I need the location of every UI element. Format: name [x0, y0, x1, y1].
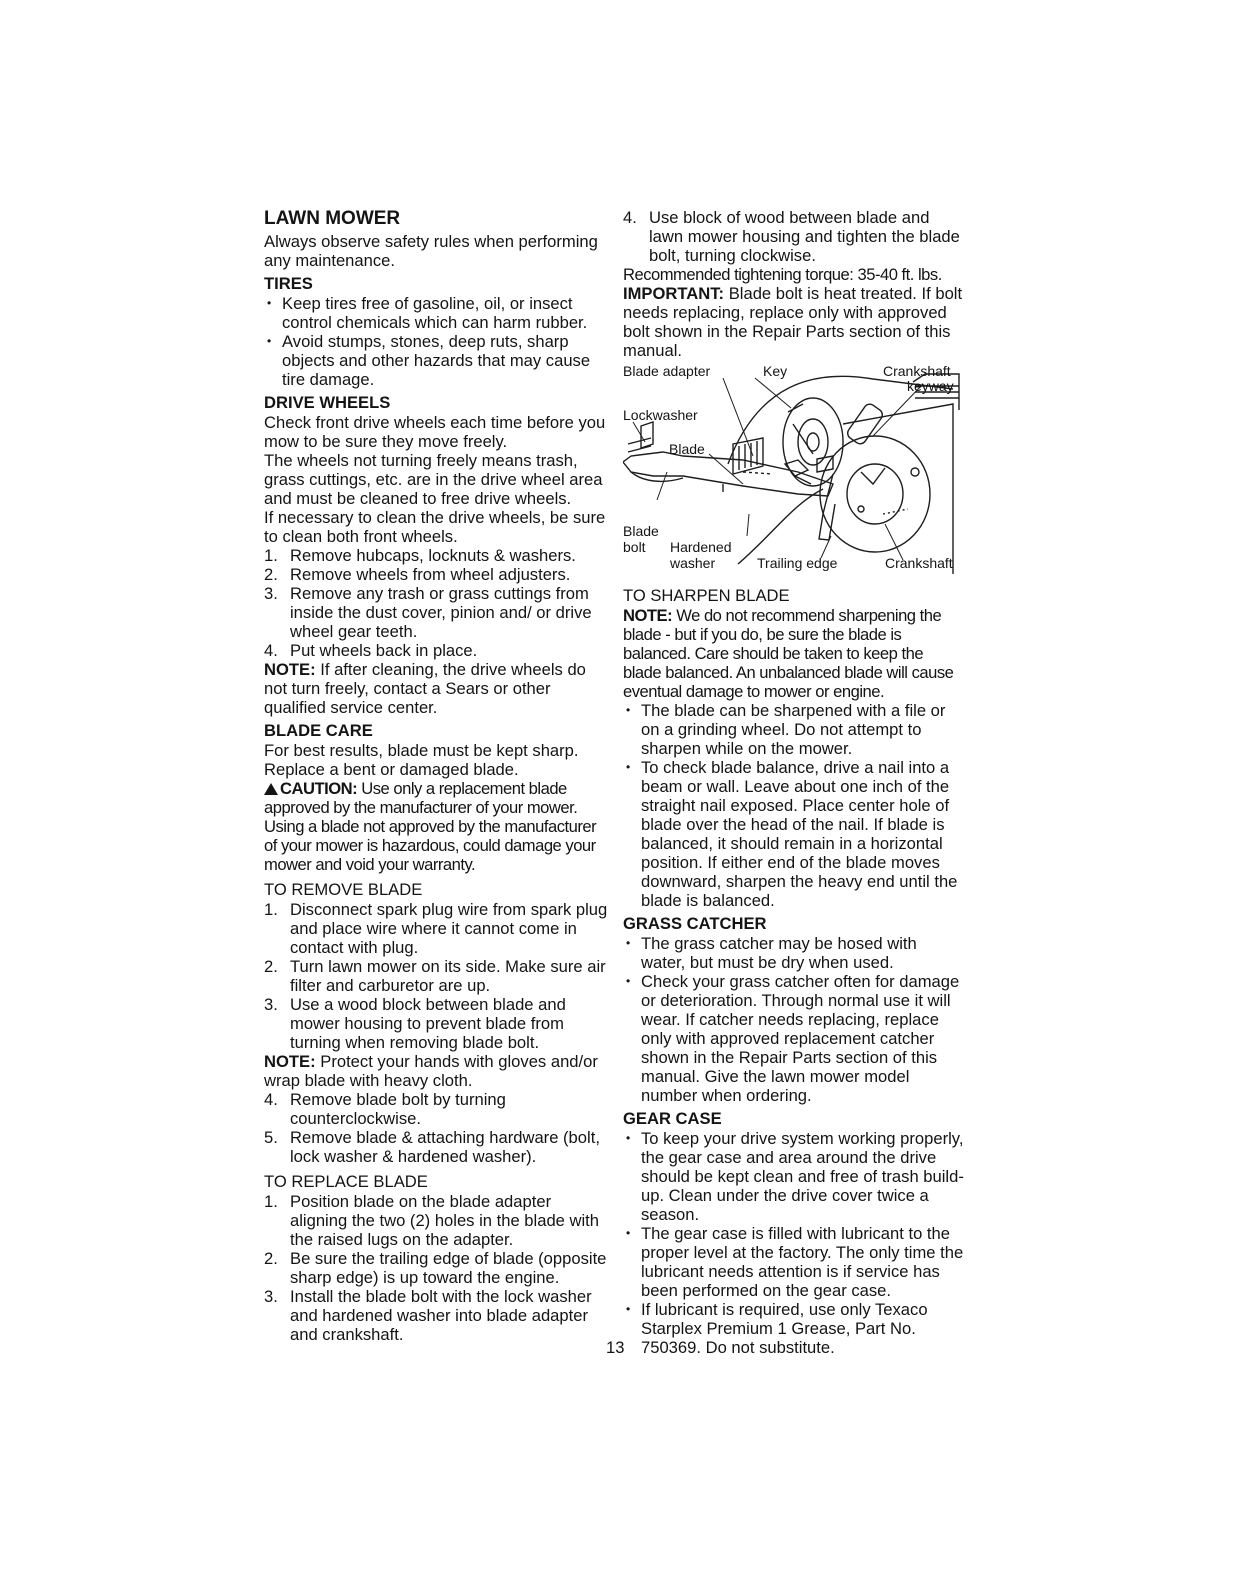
right-column	[623, 208, 965, 1357]
heading-drive-wheels: DRIVE WHEELS	[264, 393, 391, 412]
step-text: Remove hubcaps, locknuts & washers.	[290, 546, 576, 565]
list-item	[264, 1192, 608, 1249]
sharpen-note	[623, 606, 965, 701]
step-number: 2.	[264, 1249, 278, 1268]
step-text: Use block of wood between blade and lawn mower housing and tighten the blade bolt, turning clockwise.	[649, 208, 960, 265]
label-trailing-edge: Trailing edge	[757, 555, 838, 571]
label-crankshaft-keyway-line2: keyway	[907, 378, 954, 394]
list-item: • The blade can be sharpened with a file or on a grinding wheel. Do not attempt to sharpen while on the mower.	[623, 701, 965, 758]
label-hardened-washer-line1: Hardened	[670, 539, 732, 555]
list-item	[264, 900, 608, 957]
label-crankshaft-keyway-line1: Crankshaft	[883, 363, 951, 379]
list-item: • The gear case is filled with lubricant to the proper level at the factory. The only time the lubricant needs attention is if service has been performed on the gear case.	[623, 1224, 965, 1300]
gear-case-list	[623, 1129, 965, 1357]
step-text: Use a wood block between blade and mower housing to prevent blade from turning when removing blade bolt.	[290, 995, 566, 1052]
heading-remove-blade: TO REMOVE BLADE	[264, 880, 423, 899]
page-number: 13	[606, 1338, 625, 1357]
tires-list	[264, 294, 608, 389]
note-text: We do not recommend sharpening the blade - but if you do, be sure the blade is balanced. Care should be taken to keep the blade balanced. An unbalanced blade will cause eventual damage to mower or engine.	[623, 606, 954, 701]
label-blade-adapter: Blade adapter	[623, 363, 711, 379]
step-number: 4.	[264, 641, 278, 660]
drive-wheels-para-3: If necessary to clean the drive wheels, be sure to clean both front wheels.	[264, 508, 606, 546]
label-hardened-washer-line2: washer	[670, 555, 716, 571]
list-item: • If lubricant is required, use only Texaco Starplex Premium 1 Grease, Part No. 750369. Do not substitute.	[623, 1300, 965, 1357]
list-item	[264, 584, 608, 641]
drive-wheels-para-1: Check front drive wheels each time before you mow to be sure they move freely.	[264, 413, 606, 451]
note-text: If after cleaning, the drive wheels do not turn freely, contact a Sears or other qualified service center.	[264, 660, 586, 717]
step-number: 3.	[264, 1287, 278, 1306]
list-item	[264, 565, 608, 584]
step-text: Remove blade bolt by turning counterclockwise.	[290, 1090, 506, 1128]
caution-text: Use only a replacement blade approved by the manufacturer of your mower. Using a blade not approved by the manufacturer of your mower is hazardous, could damage your mower and void your warranty.	[264, 779, 597, 874]
remove-blade-note	[264, 1052, 608, 1090]
list-item	[264, 546, 608, 565]
step-number: 2.	[264, 957, 278, 976]
remove-blade-steps	[264, 900, 608, 1052]
drive-wheels-para-2: The wheels not turning freely means trash, grass cuttings, etc. are in the drive wheel area and must be cleaned to free drive wheels.	[264, 451, 603, 508]
step-text: Position blade on the blade adapter aligning the two (2) holes in the blade with the raised lugs on the adapter.	[290, 1192, 600, 1249]
list-item: • The grass catcher may be hosed with water, but must be dry when used.	[623, 934, 965, 972]
grass-catcher-list	[623, 934, 965, 1105]
step-number: 3.	[264, 584, 278, 603]
list-item: • To check blade balance, drive a nail into a beam or wall. Leave about one inch of the straight nail exposed. Place center hole of blade over the head of the nail. If blade is balanced, it should remain in a horizontal position. If either end of the blade moves downward, sharpen the heavy end until the blade is balanced.	[623, 758, 965, 910]
list-item: • Keep tires free of gasoline, oil, or insect control chemicals which can harm rubber.	[264, 294, 608, 332]
step-text: Remove any trash or grass cuttings from inside the dust cover, pinion and/ or drive wheel gear teeth.	[290, 584, 592, 641]
heading-replace-blade: TO REPLACE BLADE	[264, 1172, 428, 1191]
step-text: Be sure the trailing edge of blade (opposite sharp edge) is up toward the engine.	[290, 1249, 607, 1287]
blade-care-para: For best results, blade must be kept sharp. Replace a bent or damaged blade.	[264, 741, 579, 779]
list-item	[264, 957, 608, 995]
note-label: NOTE:	[264, 660, 316, 679]
step-text: Put wheels back in place.	[290, 641, 478, 660]
section-title-lawn-mower: LAWN MOWER	[264, 208, 401, 229]
drive-wheels-note	[264, 660, 608, 717]
heading-blade-care: BLADE CARE	[264, 721, 373, 740]
list-item	[264, 641, 608, 660]
warning-triangle-icon	[264, 783, 278, 795]
step-number: 1.	[264, 900, 278, 919]
list-item	[264, 1287, 608, 1344]
step-number: 1.	[264, 546, 278, 565]
label-blade-bolt-line1: Blade	[623, 523, 659, 539]
caution-paragraph	[264, 779, 608, 874]
caution-label: CAUTION:	[280, 779, 358, 798]
heading-grass-catcher: GRASS CATCHER	[623, 914, 767, 933]
step-number: 2.	[264, 565, 278, 584]
step-number: 1.	[264, 1192, 278, 1211]
step-text: Remove wheels from wheel adjusters.	[290, 565, 571, 584]
step-number: 3.	[264, 995, 278, 1014]
list-item: • Avoid stumps, stones, deep ruts, sharp objects and other hazards that may cause tire damage.	[264, 332, 608, 389]
replace-blade-step-4	[623, 208, 965, 265]
important-label: IMPORTANT:	[623, 284, 725, 303]
list-item	[264, 1128, 608, 1166]
intro-text: Always observe safety rules when performing any maintenance.	[264, 232, 598, 270]
label-crankshaft: Crankshaft	[885, 555, 953, 571]
step-text: Disconnect spark plug wire from spark plug and place wire where it cannot come in contact with plug.	[290, 900, 608, 957]
important-note	[623, 284, 965, 360]
torque-spec: Recommended tightening torque: 35-40 ft. lbs.	[623, 265, 942, 284]
heading-tires: TIRES	[264, 274, 313, 293]
step-number: 4.	[623, 208, 637, 227]
note-label: NOTE:	[264, 1052, 316, 1071]
left-column	[264, 208, 608, 1344]
note-label: NOTE:	[623, 606, 673, 625]
list-item	[264, 1090, 608, 1128]
list-item	[264, 1249, 608, 1287]
drive-wheels-steps	[264, 546, 608, 660]
label-blade: Blade	[669, 441, 705, 457]
label-lockwasher: Lockwasher	[623, 407, 698, 423]
step-text: Remove blade & attaching hardware (bolt, lock washer & hardened washer).	[290, 1128, 600, 1166]
heading-gear-case: GEAR CASE	[623, 1109, 722, 1128]
list-item	[623, 208, 965, 265]
step-text: Turn lawn mower on its side. Make sure air filter and carburetor are up.	[290, 957, 606, 995]
list-item	[264, 995, 608, 1052]
step-number: 5.	[264, 1128, 278, 1147]
heading-sharpen-blade: TO SHARPEN BLADE	[623, 586, 790, 605]
remove-blade-steps-continued	[264, 1090, 608, 1166]
label-key: Key	[763, 363, 788, 379]
note-text: Protect your hands with gloves and/or wrap blade with heavy cloth.	[264, 1052, 598, 1090]
list-item: • To keep your drive system working properly, the gear case and area around the drive should be kept clean and free of trash build-up. Clean under the drive cover twice a season.	[623, 1129, 965, 1224]
label-blade-bolt-line2: bolt	[623, 539, 646, 555]
important-text: Blade bolt is heat treated. If bolt needs replacing, replace only with approved bolt shown in the Repair Parts section of this manual.	[623, 284, 963, 360]
list-item: • Check your grass catcher often for damage or deterioration. Through normal use it will wear. If catcher needs replacing, replace only with approved replacement catcher shown in the Repair Parts section of this manual. Give the lawn mower model number when ordering.	[623, 972, 965, 1105]
blade-assembly-diagram	[623, 364, 965, 586]
replace-blade-steps	[264, 1192, 608, 1344]
step-number: 4.	[264, 1090, 278, 1109]
step-text: Install the blade bolt with the lock washer and hardened washer into blade adapter and crankshaft.	[290, 1287, 592, 1344]
sharpen-list	[623, 701, 965, 910]
